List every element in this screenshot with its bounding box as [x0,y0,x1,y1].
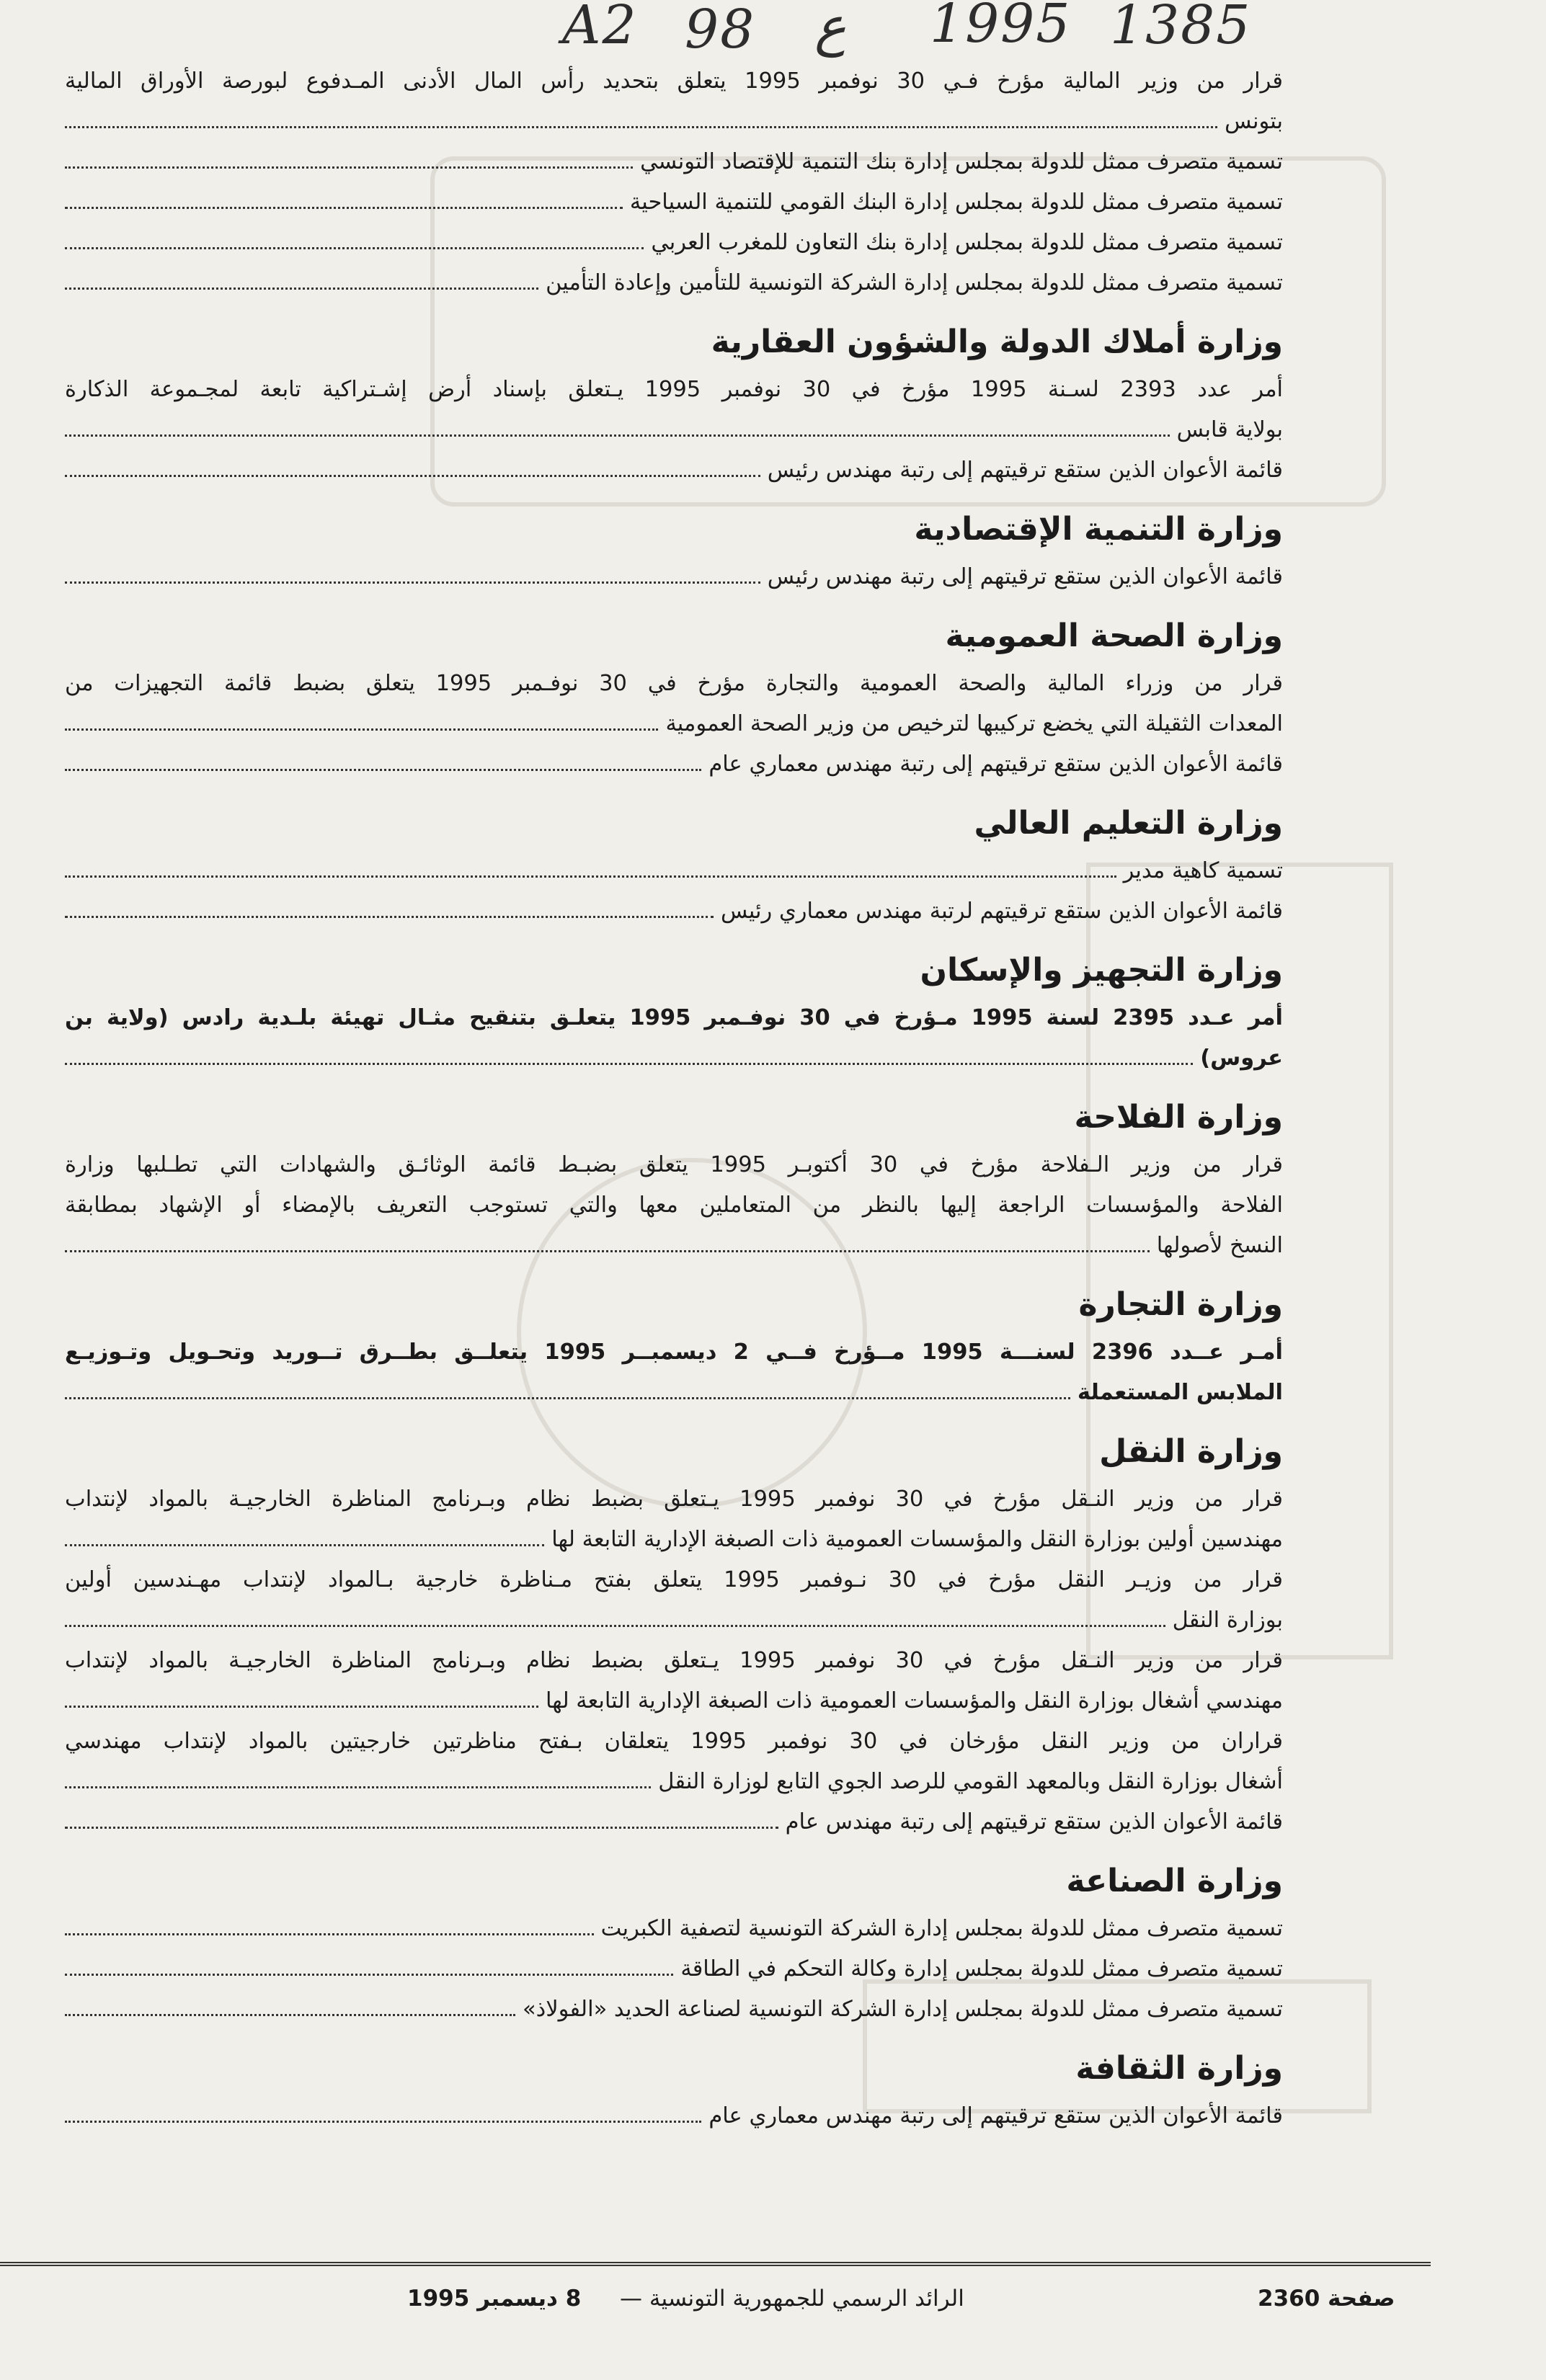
dot-leader [65,581,760,584]
entry-text-line: قرار من وزير النـقل مؤرخ في 30 نوفمبر 1995 يـتعلق بضبط نظام وبـرنامج المناظرة الخارجيـة بالمواد لإنتداب [65,1487,1283,1512]
page-footer [0,2277,1431,2320]
ministry-heading: وزارة أملاك الدولة والشؤون العقارية [711,324,1283,360]
entry-last-line [65,410,1283,450]
entry-text-line: عروس) [1200,1046,1283,1071]
entry-text-line: تسمية متصرف ممثل للدولة بمجلس إدارة الشركة التونسية للتأمين وإعادة التأمين [546,270,1283,295]
entry-last-line [65,1909,1283,1949]
entry-text-line: أشغال بوزارة النقل وبالمعهد القومي للرصد الجوي التابع لوزارة النقل [658,1769,1283,1794]
dot-leader [65,207,623,209]
toc-entry [65,61,1283,142]
entry-text-line: بوزارة النقل [1172,1608,1283,1633]
dot-leader [65,916,714,918]
ministry-heading: وزارة التنمية الإقتصادية [914,511,1283,548]
entry-text-line: تسمية متصرف ممثل للدولة بمجلس إدارة الشركة التونسية لتصفية الكبريت [600,1916,1283,1941]
toc-entry [65,370,1283,450]
entry-last-line [65,704,1283,744]
toc-entry [65,1909,1283,1949]
dot-leader [65,434,1170,437]
toc-entry [65,2096,1283,2136]
ministry-heading: وزارة النقل [1099,1433,1283,1470]
entry-text-line: قرار من وزير النـقل مؤرخ في 30 نوفمبر 1995 يـتعلق بضبط نظام وبـرنامج المناظرة الخارجيـة بالمواد لإنتداب [65,1648,1283,1673]
dot-leader [65,2014,515,2016]
entry-last-line [65,2096,1283,2136]
entry-text-line: الفلاحة والمؤسسات الراجعة إليها بالنظر من المتعاملين معها والتي تستوجب التعريف بالإمضاء أو الإشهاد بمطابقة [65,1193,1283,1218]
toc-entry [65,182,1283,223]
ministry-heading: وزارة التجارة [1078,1286,1283,1323]
toc-entry [65,1721,1283,1802]
footer-journal-title: الرائد الرسمي للجمهورية التونسية — [620,2286,964,2312]
dot-leader [65,1063,1193,1065]
toc-entry [65,1989,1283,2030]
entry-text-line: قرار من وزيـر النقل مؤرخ في 30 نـوفمبر 1995 يتعلق بفتح مـناظرة خارجية بـالمواد لإنتداب مهـندسين أولين [65,1567,1283,1592]
entry-text-line: قراران من وزير النقل مؤرخان في 30 نوفمبر 1995 يتعلقان بـفتح مناظرتين خارجيتين بالمواد لإنتداب مهندسي [65,1729,1283,1754]
toc-entry [65,1479,1283,1560]
toc-entry [65,1560,1283,1641]
entry-last-line [65,1226,1283,1266]
entry-last-line [65,223,1283,263]
footer-rule [0,2262,1431,2266]
entry-last-line [65,1949,1283,1989]
handwritten-code: A2 [562,0,638,56]
dot-leader [65,1625,1165,1627]
entry-last-line [65,851,1283,891]
footer-page-number: صفحة 2360 [1258,2286,1395,2312]
toc-entry [65,664,1283,744]
toc-entry [65,891,1283,932]
entry-last-line [65,142,1283,182]
toc-entry [65,851,1283,891]
entry-last-line [65,102,1283,142]
entry-text-line: مهندسين أولين بوزارة النقل والمؤسسات العمومية ذات الصبغة الإدارية التابعة لها [551,1527,1283,1552]
handwritten-number: 1385 [1110,0,1252,56]
ministry-heading: وزارة الثقافة [1075,2050,1283,2087]
dot-leader [65,1706,538,1708]
dot-leader [65,875,1116,878]
entry-last-line [65,1989,1283,2030]
dot-leader [65,728,658,731]
entry-last-line [65,182,1283,223]
dot-leader [65,1786,651,1788]
dot-leader [65,247,644,249]
dot-leader [65,1250,1150,1252]
table-of-contents [65,61,1283,2136]
entry-text-line: تسمية متصرف ممثل للدولة بمجلس إدارة وكالة التحكم في الطاقة [680,1956,1283,1982]
toc-entry [65,1949,1283,1989]
toc-entry [65,1332,1283,1413]
ministry-heading: وزارة الفلاحة [1074,1099,1283,1136]
entry-last-line [65,450,1283,491]
entry-text-line: قائمة الأعوان الذين ستقع ترقيتهم إلى رتبة مهندس معماري عام [708,2103,1283,2129]
entry-text-line: أمـر عــدد 2396 لسنـــة 1995 مــؤرخ فــي 2 ديسمبــر 1995 يتعلــق بطــرق تــوريد وتحـويل وتـوزيـع [65,1340,1283,1365]
toc-entry [65,263,1283,303]
entry-last-line [65,891,1283,932]
handwritten-letter: ع [814,0,847,58]
ministry-heading: وزارة الصحة العمومية [945,618,1283,654]
toc-entry [65,223,1283,263]
entry-last-line [65,1802,1283,1842]
toc-entry [65,142,1283,182]
entry-last-line [65,263,1283,303]
footer-date: 8 ديسمبر 1995 [407,2286,582,2312]
entry-last-line [65,557,1283,597]
dot-leader [65,1933,594,1935]
entry-text-line: الملابس المستعملة [1077,1380,1283,1405]
entry-text-line: المعدات الثقيلة التي يخضع تركيبها لترخيص من وزير الصحة العمومية [665,711,1283,736]
entry-last-line [65,1681,1283,1721]
entry-text-line: قائمة الأعوان الذين ستقع ترقيتهم لرتبة مهندس معماري رئيس [720,899,1283,924]
ministry-heading: وزارة التعليم العالي [974,805,1283,842]
dot-leader [65,288,538,290]
toc-entry [65,744,1283,785]
dot-leader [65,1544,544,1546]
handwritten-volume: 98 [685,0,756,61]
toc-entry [65,1641,1283,1721]
entry-last-line [65,1600,1283,1641]
handwritten-year: 1995 [930,0,1072,55]
entry-text-line: أمر عـدد 2395 لسنة 1995 مـؤرخ في 30 نوفـمبر 1995 يتعلـق بتنقيح مثـال تهيئة بلـدية رادس (ولاية بن [65,1005,1283,1030]
dot-leader [65,1827,778,1829]
entry-last-line [65,1520,1283,1560]
toc-entry [65,450,1283,491]
dot-leader [65,2121,701,2123]
ministry-heading: وزارة التجهيز والإسكان [920,952,1283,989]
toc-entry [65,998,1283,1079]
entry-text-line: قرار من وزير المالية مؤرخ فـي 30 نوفمبر 1995 يتعلق بتحديد رأس المال الأدنى المـدفوع لبورصة الأوراق المالية [65,68,1283,94]
entry-text-line: بتونس [1225,109,1283,134]
entry-text-line: قائمة الأعوان الذين ستقع ترقيتهم إلى رتبة مهندس رئيس [767,458,1283,483]
entry-last-line [65,1373,1283,1413]
entry-text-line: مهندسي أشغال بوزارة النقل والمؤسسات العمومية ذات الصبغة الإدارية التابعة لها [545,1688,1283,1713]
dot-leader [65,1974,673,1976]
entry-text-line: بولاية قابس [1176,417,1283,442]
entry-last-line [65,744,1283,785]
ministry-heading: وزارة الصناعة [1066,1863,1283,1899]
entry-text-line: النسخ لأصولها [1156,1233,1283,1258]
entry-text-line: قرار من وزراء المالية والصحة العمومية والتجارة مؤرخ في 30 نوفـمبر 1995 يتعلق بضبط قائمة التجهيزات من [65,671,1283,696]
entry-last-line [65,1038,1283,1079]
dot-leader [65,166,633,169]
entry-text-line: قائمة الأعوان الذين ستقع ترقيتهم إلى رتبة مهندس عام [785,1809,1283,1835]
dot-leader [65,1397,1070,1399]
entry-text-line: تسمية متصرف ممثل للدولة بمجلس إدارة البنك القومي للتنمية السياحية [629,190,1283,215]
toc-entry [65,1145,1283,1266]
entry-text-line: أمر عدد 2393 لسـنة 1995 مؤرخ في 30 نوفمبر 1995 يـتعلق بإسناد أرض إشـتراكية تابعة لمجـموعة الذكارة [65,377,1283,402]
entry-text-line: قائمة الأعوان الذين ستقع ترقيتهم إلى رتبة مهندس رئيس [767,564,1283,589]
entry-text-line: تسمية متصرف ممثل للدولة بمجلس إدارة الشركة التونسية لصناعة الحديد «الفولاذ» [522,1997,1283,2022]
dot-leader [65,769,701,771]
entry-text-line: قرار من وزير الـفلاحة مؤرخ في 30 أكتوبـر 1995 يتعلق بضبـط قائمة الوثائـق والشهادات التي تطـلبها وزارة [65,1152,1283,1177]
entry-text-line: تسمية كاهية مدير [1123,858,1283,883]
entry-text-line: تسمية متصرف ممثل للدولة بمجلس إدارة بنك التعاون للمغرب العربي [651,230,1283,255]
entry-last-line [65,1762,1283,1802]
toc-entry [65,1802,1283,1842]
entry-text-line: تسمية متصرف ممثل للدولة بمجلس إدارة بنك التنمية للإقتصاد التونسي [640,149,1283,174]
toc-entry [65,557,1283,597]
entry-text-line: قائمة الأعوان الذين ستقع ترقيتهم إلى رتبة مهندس معماري عام [708,752,1283,777]
dot-leader [65,475,760,477]
dot-leader [65,126,1217,128]
